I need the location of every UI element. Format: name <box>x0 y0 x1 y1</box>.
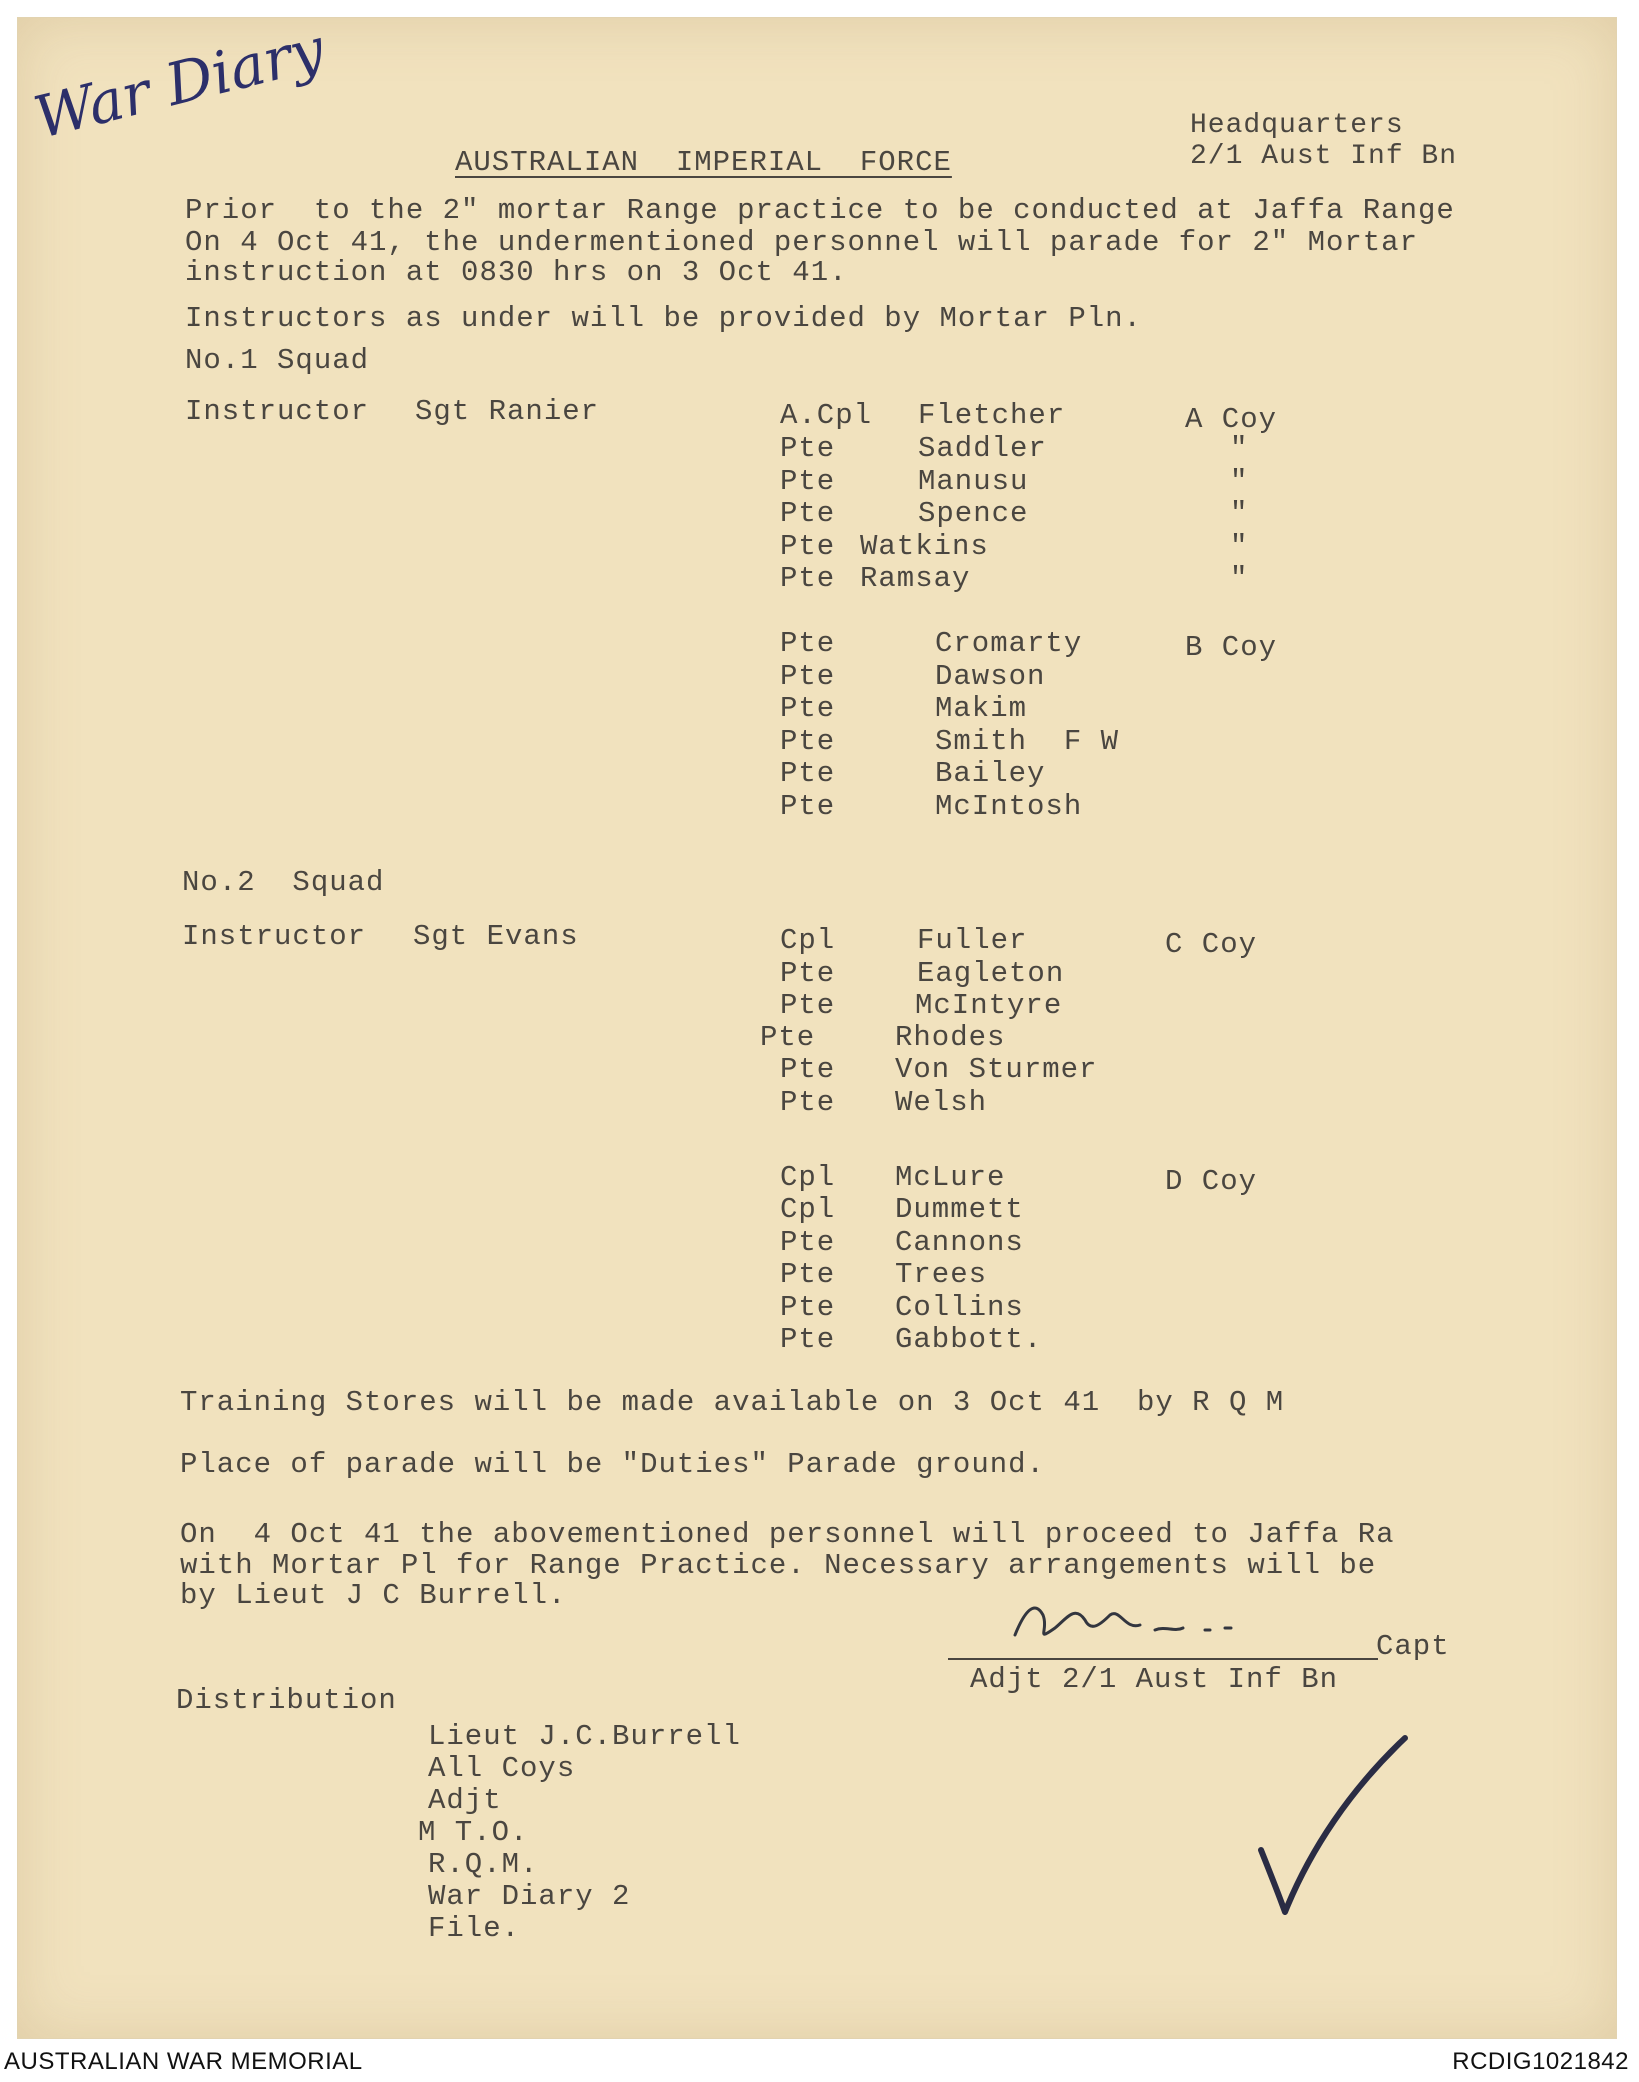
d-coy-label: D Coy <box>1165 1165 1258 1198</box>
footer-source: AUSTRALIAN WAR MEMORIAL <box>4 2048 363 2075</box>
squad-2-title: No.2 Squad <box>182 866 385 899</box>
list-item-rank: A.Cpl <box>780 399 873 432</box>
list-item-name: Watkins <box>860 530 989 563</box>
footer-id: RCDIG1021842 <box>1452 2048 1629 2075</box>
intro-line-4: Instructors as under will be provided by Mortar Pln. <box>185 302 1142 335</box>
squad-1-instructor: Sgt Ranier <box>415 395 600 428</box>
ditto-mark: " <box>1230 432 1249 465</box>
list-item-name: Cromarty <box>935 627 1083 660</box>
distribution-item: M T.O. <box>418 1816 529 1849</box>
ditto-mark: " <box>1230 562 1249 595</box>
note-proceed-line-3: by Lieut J C Burrell. <box>180 1579 567 1612</box>
signature-scribble <box>1005 1580 1295 1660</box>
squad-2-instructor: Sgt Evans <box>413 920 579 953</box>
b-coy-label: B Coy <box>1185 631 1278 664</box>
note-proceed-line-1: On 4 Oct 41 the abovementioned personnel will proceed to Jaffa Ra <box>180 1518 1395 1551</box>
list-item-rank: Pte <box>780 1226 836 1259</box>
list-item-name: Welsh <box>895 1086 988 1119</box>
hq-line-2: 2/1 Aust Inf Bn <box>1190 141 1458 172</box>
list-item-rank: Pte <box>780 660 836 693</box>
list-item-rank: Cpl <box>780 1193 836 1226</box>
ditto-mark: " <box>1230 497 1249 530</box>
list-item-name: Ramsay <box>860 562 971 595</box>
list-item-rank: Pte <box>780 562 836 595</box>
a-coy-label: A Coy <box>1185 403 1278 436</box>
list-item-name: Smith F W <box>935 725 1120 758</box>
check-mark-icon <box>1255 1730 1415 1920</box>
list-item-rank: Pte <box>780 757 836 790</box>
list-item-name: McLure <box>895 1161 1006 1194</box>
handwritten-title: War Diary <box>27 14 331 153</box>
list-item-rank: Pte <box>780 790 836 823</box>
list-item-name: Gabbott. <box>895 1323 1043 1356</box>
list-item-name: Eagleton <box>917 957 1065 990</box>
list-item-rank: Pte <box>780 530 836 563</box>
hq-line-1: Headquarters <box>1190 110 1404 141</box>
list-item-name: Makim <box>935 692 1028 725</box>
list-item-rank: Pte <box>780 692 836 725</box>
list-item-name: Dawson <box>935 660 1046 693</box>
list-item-name: McIntosh <box>935 790 1083 823</box>
list-item-name: Dummett <box>895 1193 1024 1226</box>
list-item-name: Collins <box>895 1291 1024 1324</box>
intro-line-3: instruction at 0830 hrs on 3 Oct 41. <box>185 256 848 289</box>
signature-title: Adjt 2/1 Aust Inf Bn <box>970 1663 1339 1696</box>
distribution-item: Lieut J.C.Burrell <box>428 1720 741 1753</box>
note-proceed-line-2: with Mortar Pl for Range Practice. Necessary arrangements will be <box>180 1549 1377 1582</box>
c-coy-label: C Coy <box>1165 928 1258 961</box>
squad-2-instructor-label: Instructor <box>182 920 367 953</box>
distribution-item: War Diary 2 <box>428 1880 631 1913</box>
list-item-rank: Pte <box>780 465 836 498</box>
ditto-mark: " <box>1230 530 1249 563</box>
list-item-rank: Pte <box>780 1323 836 1356</box>
distribution-item: Adjt <box>428 1784 502 1817</box>
list-item-name: Fuller <box>917 924 1028 957</box>
list-item-rank: Pte <box>780 497 836 530</box>
page-title: AUSTRALIAN IMPERIAL FORCE <box>455 146 952 179</box>
list-item-name: Spence <box>918 497 1029 530</box>
squad-1-instructor-label: Instructor <box>185 395 370 428</box>
ditto-mark: " <box>1230 465 1249 498</box>
distribution-label: Distribution <box>176 1684 397 1717</box>
distribution-item: All Coys <box>428 1752 576 1785</box>
list-item-name: Bailey <box>935 757 1046 790</box>
list-item-rank: Pte <box>780 1291 836 1324</box>
list-item-name: Cannons <box>895 1226 1024 1259</box>
list-item-rank: Pte <box>780 1086 836 1119</box>
list-item-rank: Pte <box>780 1053 836 1086</box>
list-item-name: Saddler <box>918 432 1047 465</box>
note-stores: Training Stores will be made available on 3 Oct 41 by R Q M <box>180 1386 1285 1419</box>
list-item-rank: Pte <box>780 989 836 1022</box>
intro-line-2: On 4 Oct 41, the undermentioned personnel will parade for 2" Mortar <box>185 226 1418 259</box>
list-item-rank: Pte <box>780 627 836 660</box>
signature-rank: Capt <box>1376 1630 1450 1663</box>
signature-line <box>948 1658 1378 1660</box>
list-item-rank: Cpl <box>780 924 836 957</box>
list-item-rank: Pte <box>780 1258 836 1291</box>
list-item-name: Fletcher <box>918 399 1066 432</box>
list-item-rank: Pte <box>780 957 836 990</box>
list-item-rank: Pte <box>780 725 836 758</box>
list-item-name: Von Sturmer <box>895 1053 1098 1086</box>
list-item-rank: Pte <box>780 432 836 465</box>
list-item-name: Manusu <box>918 465 1029 498</box>
squad-1-title: No.1 Squad <box>185 344 370 377</box>
intro-line-1: Prior to the 2" mortar Range practice to be conducted at Jaffa Range <box>185 194 1455 227</box>
list-item-name: McIntyre <box>915 989 1063 1022</box>
list-item-rank: Pte <box>760 1021 816 1054</box>
list-item-name: Rhodes <box>895 1021 1006 1054</box>
list-item-rank: Cpl <box>780 1161 836 1194</box>
distribution-item: File. <box>428 1912 521 1945</box>
list-item-name: Trees <box>895 1258 988 1291</box>
note-place: Place of parade will be "Duties" Parade ground. <box>180 1448 1045 1481</box>
distribution-item: R.Q.M. <box>428 1848 539 1881</box>
